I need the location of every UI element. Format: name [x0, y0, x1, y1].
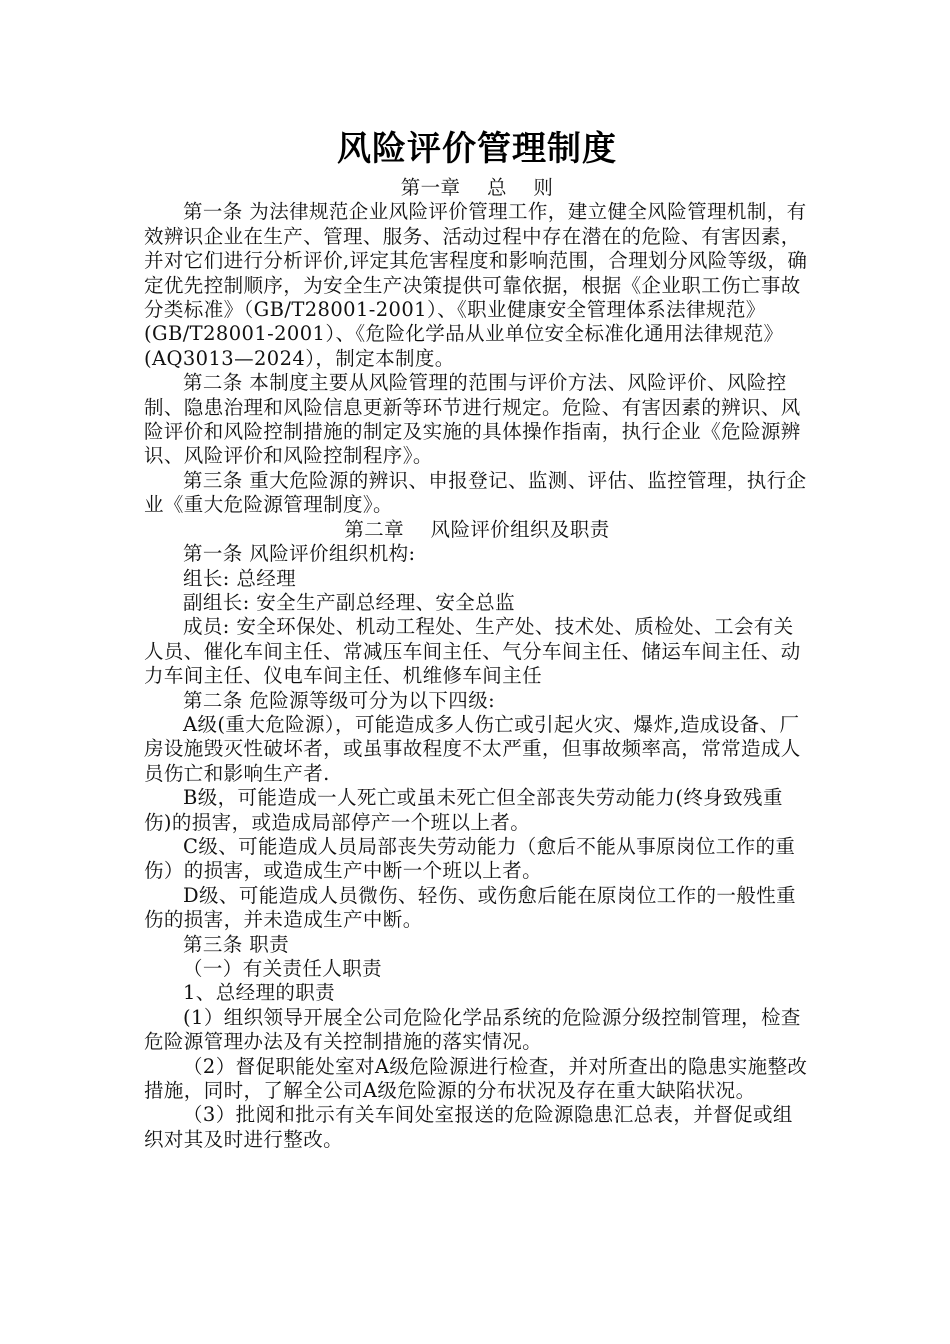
paragraph: 组长: 总经理: [183, 566, 297, 590]
paragraph: 第二条 本制度主要从风险管理的范围与评价方法、风险评价、风险控制、隐患治理和风险信息更新等环节进行规定。危险、有害因素的辨识、风险评价和风险控制措施的制定及实施的具体操作指南，执行企业《危险源辨识、风险评价和风险控制程序》。: [144, 371, 801, 468]
paragraph: 第一条 为法律规范企业风险评价管理工作，建立健全风险管理机制，有效辨识企业在生产、管理、服务、活动过程中存在潜在的危险、有害因素，并对它们进行分析评价,评定其危害程度和影响范围，合理划分风险等级，确定优先控制顺序，为安全生产决策提供可靠依据，根据《企业职工伤亡事故分类标准》（GB/T28001-2001）、《职业健康安全管理体系法律规范》(GB/T28001-2001）、《危险化学品从业单位安全标准化通用法律规范》(AQ3013—2024），制定本制度。: [144, 200, 808, 370]
paragraph: C级、可能造成人员局部丧失劳动能力（愈后不能从事原岗位工作的重伤）的损害，或造成生产中断一个班以上者。: [144, 834, 796, 883]
paragraph: 1、总经理的职责: [183, 981, 336, 1005]
paragraph: 成员: 安全环保处、机动工程处、生产处、技术处、质检处、工会有关人员、催化车间主任、常减压车间主任、气分车间主任、储运车间主任、动力车间主任、仪电车间主任、机维修车间主任: [144, 615, 801, 688]
paragraph: 第一条 风险评价组织机构:: [183, 542, 416, 566]
paragraph: 副组长: 安全生产副总经理、安全总监: [183, 590, 515, 614]
paragraph: 第三条 职责: [183, 932, 290, 956]
document-page: [144, 122, 810, 1152]
paragraph: B级，可能造成一人死亡或虽未死亡但全部丧失劳动能力(终身致残重伤)的损害，或造成局部停产一个班以上者。: [144, 786, 783, 834]
paragraph: (1）组织领导开展全公司危险化学品系统的危险源分级控制管理，检查危险源管理办法及有关控制措施的落实情况。: [144, 1005, 801, 1054]
paragraph: （一）有关责任人职责: [183, 957, 383, 980]
paragraph: D级、可能造成人员微伤、轻伤、或伤愈后能在原岗位工作的一般性重伤的损害，并未造成生产中断。: [144, 883, 797, 932]
paragraph: （3）批阅和批示有关车间处室报送的危险源隐患汇总表，并督促或组织对其及时进行整改。: [144, 1103, 793, 1151]
paragraph: （2）督促职能处室对A级危险源进行检查，并对所查出的隐患实施整改措施，同时，了解全公司A级危险源的分布状况及存在重大缺陷状况。: [144, 1054, 808, 1103]
paragraph: 第三条 重大危险源的辨识、申报登记、监测、评估、监控管理，执行企业《重大危险源管理制度》。: [144, 468, 807, 517]
paragraph: A级(重大危险源），可能造成多人伤亡或引起火灾、爆炸,造成设备、厂房设施毁灭性破坏者，或虽事故程度不太严重，但事故频率高，常常造成人员伤亡和影响生产者.: [144, 712, 801, 785]
chapter-heading: 第一章 总 则: [400, 176, 554, 199]
paragraph: 第二条 危险源等级可分为以下四级:: [183, 688, 496, 712]
page-title: 风险评价管理制度: [337, 129, 617, 169]
chapter-heading: 第二章 风险评价组织及职责: [344, 517, 610, 541]
